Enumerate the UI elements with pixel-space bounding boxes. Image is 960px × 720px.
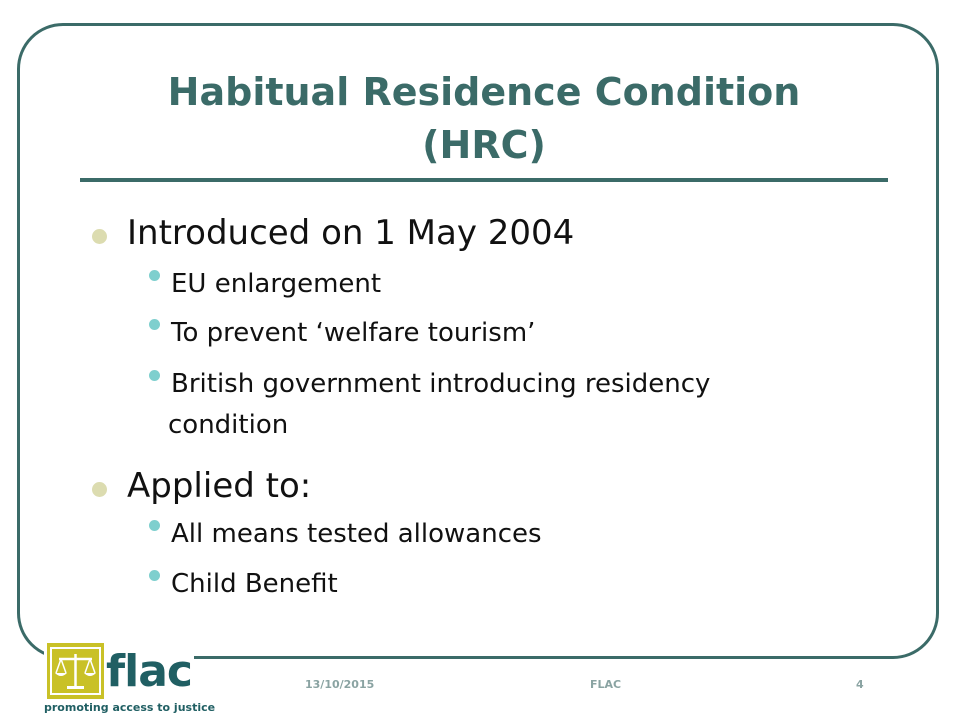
- logo-wordmark: flac: [106, 646, 192, 697]
- level1-bullet-icon: [92, 482, 107, 497]
- level2-bullet-icon: [149, 270, 160, 281]
- sub-bullet-child-benefit: Child Benefit: [171, 569, 338, 599]
- slide-title-line1: Habitual Residence Condition: [167, 70, 801, 114]
- footer-org: FLAC: [590, 678, 622, 691]
- level2-bullet-icon: [149, 370, 160, 381]
- footer-date: 13/10/2015: [305, 678, 375, 691]
- sub-bullet-british-government-continued: condition: [168, 410, 289, 440]
- sub-bullet-means-tested: All means tested allowances: [171, 519, 542, 549]
- sub-bullet-british-government: British government introducing residency: [171, 369, 711, 399]
- level1-bullet-icon: [92, 229, 107, 244]
- scales-of-justice-icon: [47, 643, 104, 699]
- slide-title-line2: (HRC): [422, 123, 546, 167]
- bullet-applied-to: Applied to:: [127, 466, 312, 506]
- level2-bullet-icon: [149, 319, 160, 330]
- logo-tagline: promoting access to justice: [44, 701, 216, 714]
- flac-logo: [44, 641, 216, 717]
- sub-bullet-eu-enlargement: EU enlargement: [171, 269, 382, 299]
- level2-bullet-icon: [149, 520, 160, 531]
- footer-page-number: 4: [856, 678, 864, 691]
- sub-bullet-welfare-tourism: To prevent ‘welfare tourism’: [171, 318, 536, 348]
- bullet-introduced: Introduced on 1 May 2004: [127, 213, 575, 253]
- level2-bullet-icon: [149, 570, 160, 581]
